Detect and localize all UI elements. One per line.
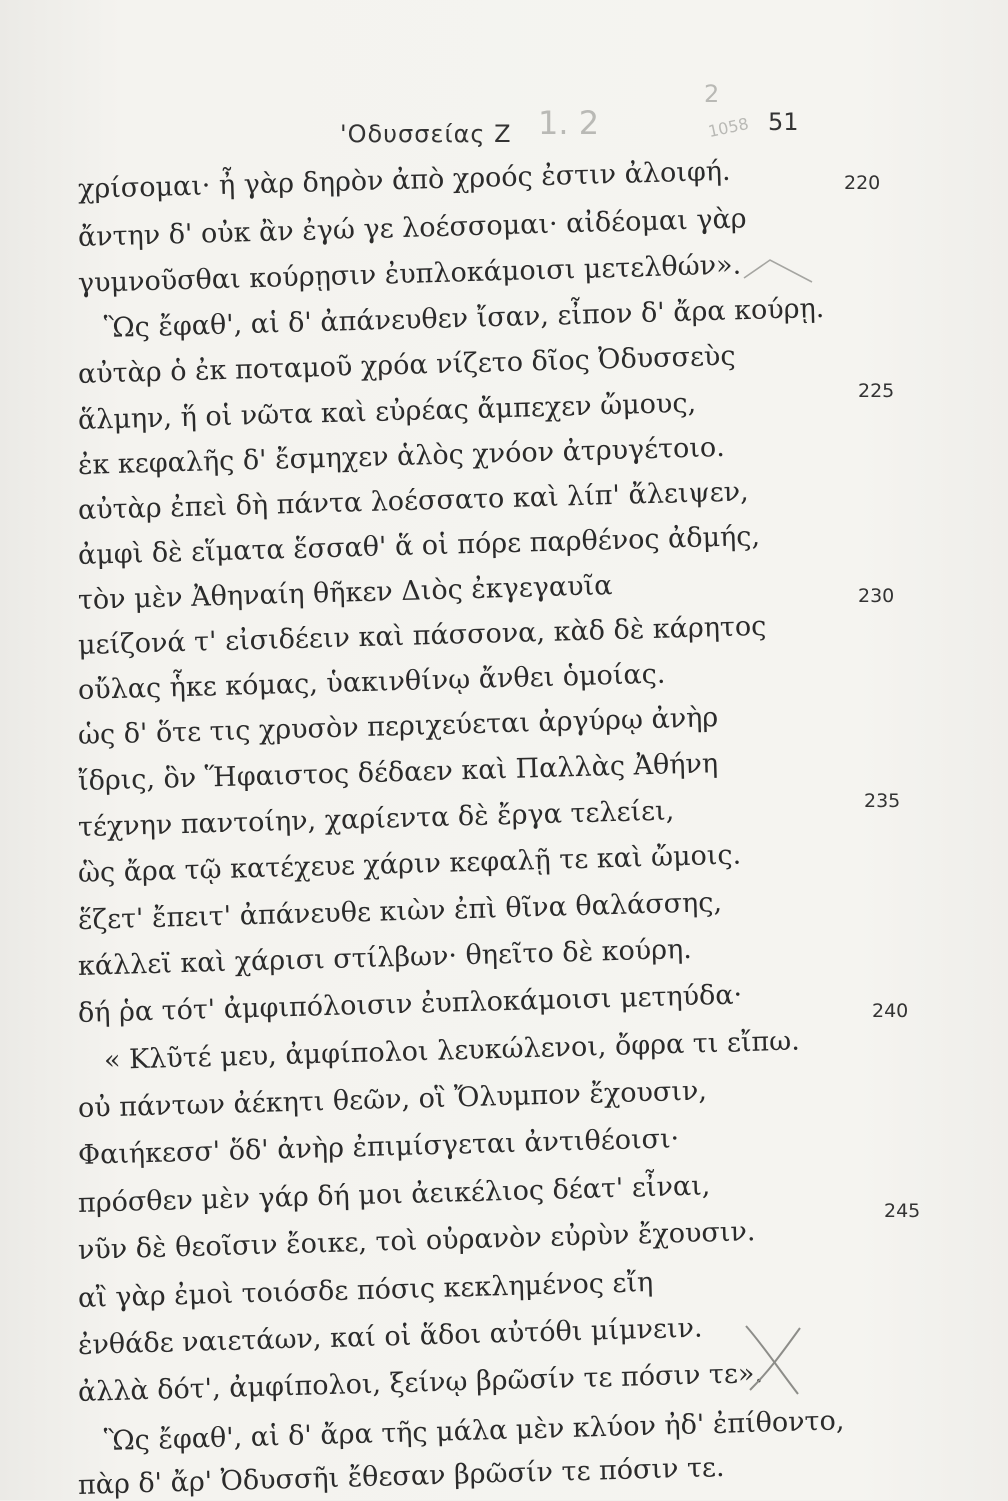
verse-line: ἐκ κεφαλῆς δ' ἔσμηχεν ἁλὸς χνόον ἀτρυγέτοιο. <box>77 431 726 481</box>
verse-line: μείζονά τ' εἰσιδέειν καὶ πάσσονα, κὰδ δὲ κάρητος <box>77 610 767 661</box>
line-number: 225 <box>858 380 895 402</box>
verse-line: ἀμφὶ δὲ εἵματα ἕσσαθ' ἅ οἱ πόρε παρθένος ἀδμής, <box>77 520 761 571</box>
verse-line: Ὣς ἔφαθ', αἱ δ' ἀπάνευθεν ἴσαν, εἶπον δ' ἄρα κούρῃ. <box>103 292 825 344</box>
pencil-annotation: 2 <box>704 80 720 108</box>
verse-line: ὣς ἄρα τῷ κατέχευε χάριν κεφαλῇ τε καὶ ὤμοις. <box>77 839 742 889</box>
verse-line: ἅλμην, ἥ οἱ νῶτα καὶ εὐρέας ἄμπεχεν ὤμους, <box>77 387 697 436</box>
verse-line: νῦν δὲ θεοῖσιν ἔοικε, τοὶ οὐρανὸν εὐρὺν ἔχουσιν. <box>77 1216 756 1266</box>
verse-line: ἴδρις, ὃν Ἥφαιστος δέδαεν καὶ Παλλὰς Ἀθήνη <box>77 748 719 797</box>
verse-line: ἄντην δ' οὐκ ἂν ἐγώ γε λοέσσομαι· αἰδέομαι γὰρ <box>77 203 748 253</box>
verse-line: οὔλας ἧκε κόμας, ὑακινθίνῳ ἄνθει ὁμοίας. <box>77 658 666 706</box>
line-number: 230 <box>858 585 895 607</box>
line-number: 240 <box>872 1000 909 1022</box>
verse-line: ἀλλὰ δότ', ἀμφίπολοι, ξείνῳ βρῶσίν τε πόσιν τε». <box>77 1357 764 1408</box>
verse-line: δή ῥα τότ' ἀμφιπόλοισιν ἐυπλοκάμοισι μετηύδα· <box>77 979 743 1029</box>
verse-line: τὸν μὲν Ἀθηναίη θῆκεν Διὸς ἐκγεγαυῖα <box>77 570 613 616</box>
verse-line: τέχνην παντοίην, χαρίεντα δὲ ἔργα τελείει, <box>77 795 675 843</box>
running-title: 'Οδυσσείας Ζ <box>340 120 512 148</box>
pencil-annotation: 1. 2 <box>538 104 600 142</box>
verse-line: χρίσομαι· ἦ γὰρ δηρὸν ἀπὸ χροός ἐστιν ἀλοιφή. <box>77 155 731 205</box>
line-number: 220 <box>844 172 881 194</box>
verse-line: οὐ πάντων ἀέκητι θεῶν, οἳ Ὄλυμπον ἔχουσιν, <box>77 1075 708 1124</box>
verse-line: « Κλῦτέ μευ, ἀμφίπολοι λευκώλενοι, ὄφρα τι εἴπω. <box>103 1025 801 1076</box>
verse-line: πρόσθεν μὲν γάρ δή μοι ἀεικέλιος δέατ' εἶναι, <box>77 1170 711 1219</box>
line-number: 235 <box>864 790 901 812</box>
pencil-x-icon <box>740 1320 810 1400</box>
verse-line: Ὣς ἔφαθ', αἱ δ' ἄρα τῆς μάλα μὲν κλύον ἠδ' ἐπίθοντο, <box>103 1405 845 1457</box>
page-number: 51 <box>768 108 799 136</box>
verse-line: κάλλεϊ καὶ χάρισι στίλβων· θηεῖτο δὲ κούρη. <box>77 933 693 982</box>
verse-line: αἲ γὰρ ἐμοὶ τοιόσδε πόσις κεκλημένος εἴη <box>77 1266 654 1314</box>
verse-line: ὡς δ' ὅτε τις χρυσὸν περιχεύεται ἀργύρῳ ἀνὴρ <box>77 702 719 751</box>
pencil-stroke-icon <box>740 248 816 292</box>
pencil-annotation: 1058 <box>706 113 751 142</box>
verse-line: ἐνθάδε ναιετάων, καί οἱ ἅδοι αὐτόθι μίμνειν. <box>77 1312 703 1361</box>
verse-line: γυμνοῦσθαι κούρῃσιν ἐυπλοκάμοισι μετελθών». <box>77 249 742 299</box>
verse-line: ἕζετ' ἔπειτ' ἀπάνευθε κιὼν ἐπὶ θῖνα θαλάσσης, <box>77 887 723 936</box>
verse-line: αὐτὰρ ἐπεὶ δὴ πάντα λοέσσατο καὶ λίπ' ἄλειψεν, <box>77 476 750 526</box>
verse-line: αὐτὰρ ὁ ἐκ ποταμοῦ χρόα νίζετο δῖος Ὀδυσσεὺς <box>77 340 736 390</box>
verse-line: Φαιήκεσσ' ὅδ' ἀνὴρ ἐπιμίσγεται ἀντιθέοισι· <box>77 1123 680 1171</box>
line-number: 245 <box>884 1200 921 1222</box>
verse-line: πὰρ δ' ἄρ' Ὀδυσσῆι ἔθεσαν βρῶσίν τε πόσιν τε. <box>77 1451 725 1501</box>
